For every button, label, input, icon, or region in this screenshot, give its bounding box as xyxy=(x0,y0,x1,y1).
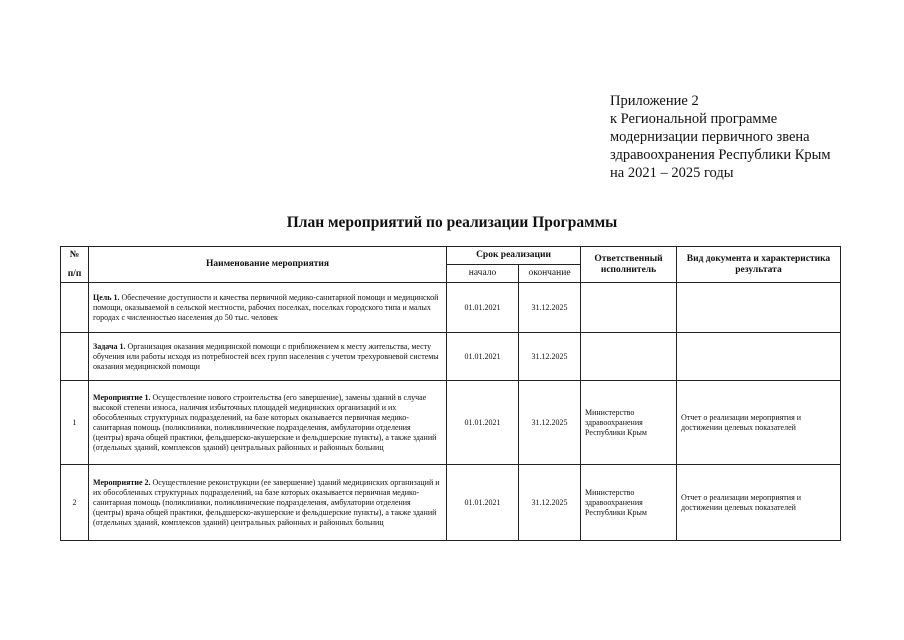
header-executor: Ответственный исполнитель xyxy=(581,247,677,283)
row-name xyxy=(89,381,447,465)
appendix-line: Приложение 2 xyxy=(610,93,699,109)
plan-table xyxy=(60,246,841,541)
table-row xyxy=(61,333,841,381)
header-start: начало xyxy=(447,265,519,283)
table-header-row xyxy=(61,247,841,265)
row-text: Организация оказания медицинской помощи с приближением к месту жительства, месту обучения или работы исходя из потребностей всех групп населения с учетом трехуровневой системы оказания медицинской помощи xyxy=(93,341,439,371)
table-row xyxy=(61,283,841,333)
document-title: План мероприятий по реализации Программы xyxy=(286,214,618,231)
appendix-note xyxy=(610,92,831,182)
row-text: Осуществление реконструкции (ее завершение) зданий медицинских организаций и их обособленных структурных подразделений, на базе которых оказывается первичная медико-санитарная помощь (поликлиники, поликлинические подразделения, амбулатории отделения (центры) врача общей практики, фельдшерско-акушерские и фельдшерские пункты), а также зданий (отдельных зданий, комплексов зданий) центральных районных и районных больниц xyxy=(93,477,440,527)
header-name: Наименование мероприятия xyxy=(89,247,447,283)
header-number-symbol: № xyxy=(69,250,80,260)
row-result xyxy=(677,333,841,381)
row-text: Обеспечение доступности и качества первичной медико-санитарной помощи и медицинской помощи, оказываемой в сельской местности, рабочих поселках, поселках городского типа и малых городах с численностью населения до 50 тыс. человек xyxy=(93,292,439,322)
row-result: Отчет о реализации мероприятия и достижении целевых показателей xyxy=(677,381,841,465)
row-end-date: 31.12.2025 xyxy=(519,381,581,465)
header-period: Срок реализации xyxy=(447,247,581,265)
appendix-line: здравоохранения Республики Крым xyxy=(610,147,831,163)
row-number xyxy=(61,283,89,333)
row-end-date: 31.12.2025 xyxy=(519,333,581,381)
row-start-date: 01.01.2021 xyxy=(447,465,519,541)
row-number: 2 xyxy=(61,465,89,541)
row-executor xyxy=(581,283,677,333)
row-start-date: 01.01.2021 xyxy=(447,283,519,333)
row-start-date: 01.01.2021 xyxy=(447,333,519,381)
header-result: Вид документа и характеристика результата xyxy=(677,247,841,283)
row-text: Осуществление нового строительства (его завершение), замены зданий в случае высокой степени износа, наличия избыточных площадей медицинских организаций и их обособленных структурных подразделений, на базе которых оказывается первичная медико-санитарная помощь (поликлиники, поликлинические подразделения, амбулатории отделения (центры) врача общей практики, фельдшерско-акушерские и фельдшерские пункты), а также зданий (отдельных зданий, комплексов зданий) центральных районных и районных больниц xyxy=(93,392,437,452)
row-number: 1 xyxy=(61,381,89,465)
appendix-line: на 2021 – 2025 годы xyxy=(610,165,734,181)
row-name xyxy=(89,283,447,333)
row-number xyxy=(61,333,89,381)
header-number-sub: п/п xyxy=(67,269,82,279)
appendix-line: к Региональной программе xyxy=(610,111,778,127)
row-executor: Министерство здравоохранения Республики Крым xyxy=(581,465,677,541)
row-lead: Цель 1. xyxy=(93,292,120,302)
table-row xyxy=(61,465,841,541)
row-name xyxy=(89,465,447,541)
table-row xyxy=(61,381,841,465)
row-result xyxy=(677,283,841,333)
row-executor xyxy=(581,333,677,381)
header-number xyxy=(61,247,89,283)
row-result: Отчет о реализации мероприятия и достижении целевых показателей xyxy=(677,465,841,541)
appendix-line: модернизации первичного звена xyxy=(610,129,810,145)
row-end-date: 31.12.2025 xyxy=(519,283,581,333)
row-lead: Задача 1. xyxy=(93,341,126,351)
row-start-date: 01.01.2021 xyxy=(447,381,519,465)
row-lead: Мероприятие 1. xyxy=(93,392,151,402)
row-name xyxy=(89,333,447,381)
header-end: окончание xyxy=(519,265,581,283)
row-executor: Министерство здравоохранения Республики Крым xyxy=(581,381,677,465)
row-lead: Мероприятие 2. xyxy=(93,477,151,487)
row-end-date: 31.12.2025 xyxy=(519,465,581,541)
